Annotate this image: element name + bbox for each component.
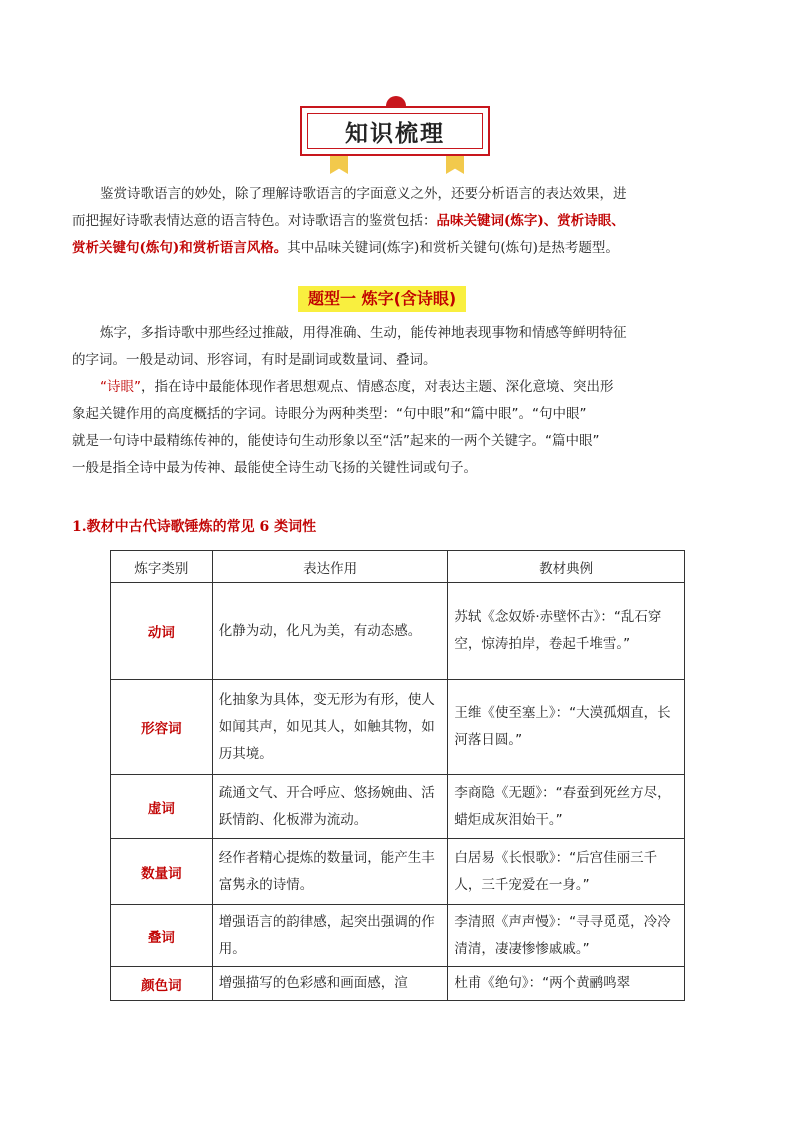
intro-line-2-text: 而把握好诗歌表情达意的语言特色。对诗歌语言的鉴赏包括： [72,213,437,229]
def1-line-2: 的字词。一般是动词、形容词，有时是副词或数量词、叠词。 [72,352,437,368]
intro-line-2 [72,208,732,235]
def2-line-3: 就是一句诗中最精练传神的，能使诗句生动形象以至“活”起来的一两个关键字。“篇中眼” [72,433,600,449]
intro-line-3-highlight: 赏析关键句(炼句)和赏析语言风格。 [72,240,288,256]
row-effect: 化静为动，化凡为美，有动态感。 [212,583,448,680]
row-example: 杜甫《绝句》：“两个黄鹂鸣翠 [448,967,685,1001]
row-effect: 疏通文气、开合呼应、悠扬婉曲、活跃情韵、化板滞为流动。 [212,775,448,839]
subsection-heading: 1.教材中古代诗歌锤炼的常见 6 类词性 [72,519,317,535]
row-effect: 增强语言的韵律感，起突出强调的作用。 [212,905,448,967]
badge-title: 知识梳理 [345,120,445,147]
row-category: 叠词 [111,905,213,967]
table-row [111,967,685,1001]
row-effect: 增强描写的色彩感和画面感，渲 [212,967,448,1001]
table-row [111,839,685,905]
table-row [111,775,685,839]
badge-inner-frame [307,113,483,149]
word-class-table [110,550,685,1001]
table-row [111,905,685,967]
row-category: 数量词 [111,839,213,905]
header-example: 教材典例 [448,551,685,583]
intro-line-3-text: 其中品味关键词(炼字)和赏析关键句(炼句)是热考题型。 [287,240,619,256]
def2-line-1 [72,374,732,401]
section-heading: 题型一 炼字(含诗眼) [298,286,466,312]
intro-line-1: 鉴赏诗歌语言的妙处，除了理解诗歌语言的字面意义之外，还要分析语言的表达效果，进 [100,186,627,202]
def2-line-1-text: ，指在诗中最能体现作者思想观点、情感态度，对表达主题、深化意境、突出形 [141,379,614,395]
row-category: 形容词 [111,680,213,775]
section-badge [300,96,490,176]
badge-frame [300,106,490,156]
row-effect: 经作者精心提炼的数量词，能产生丰富隽永的诗情。 [212,839,448,905]
row-example: 李商隐《无题》：“春蚕到死丝方尽，蜡炬成灰泪始干。” [448,775,685,839]
intro-paragraph [72,181,732,262]
table-row [111,680,685,775]
def1-line-1: 炼字，多指诗歌中那些经过推敲，用得准确、生动，能传神地表现事物和情感等鲜明特征 [100,325,627,341]
table-header-row [111,551,685,583]
row-category: 颜色词 [111,967,213,1001]
header-effect: 表达作用 [212,551,448,583]
row-category: 虚词 [111,775,213,839]
intro-line-2-highlight: 品味关键词(炼字)、赏析诗眼、 [436,213,625,229]
row-example: 李清照《声声慢》：“寻寻觅觅，冷冷清清，凄凄惨惨戚戚。” [448,905,685,967]
definition-paragraph-2 [72,374,732,482]
row-example: 王维《使至塞上》：“大漠孤烟直，长河落日圆。” [448,680,685,775]
intro-line-3 [72,235,732,262]
header-category: 炼字类别 [111,551,213,583]
table-row [111,583,685,680]
row-example: 苏轼《念奴娇·赤壁怀古》：“乱石穿空，惊涛拍岸，卷起千堆雪。” [448,583,685,680]
row-example: 白居易《长恨歌》：“后宫佳丽三千人，三千宠爱在一身。” [448,839,685,905]
definition-paragraph-1 [72,320,732,374]
row-category: 动词 [111,583,213,680]
def2-line-2: 象起关键作用的高度概括的字词。诗眼分为两种类型：“句中眼”和“篇中眼”。“句中眼” [72,406,587,422]
def2-line-4: 一般是指全诗中最为传神、最能使全诗生动飞扬的关键性词或句子。 [72,460,477,476]
row-effect: 化抽象为具体，变无形为有形，使人如闻其声，如见其人，如触其物，如历其境。 [212,680,448,775]
ribbon-right-icon [446,156,464,174]
def2-term: “诗眼” [100,379,141,395]
ribbon-left-icon [330,156,348,174]
